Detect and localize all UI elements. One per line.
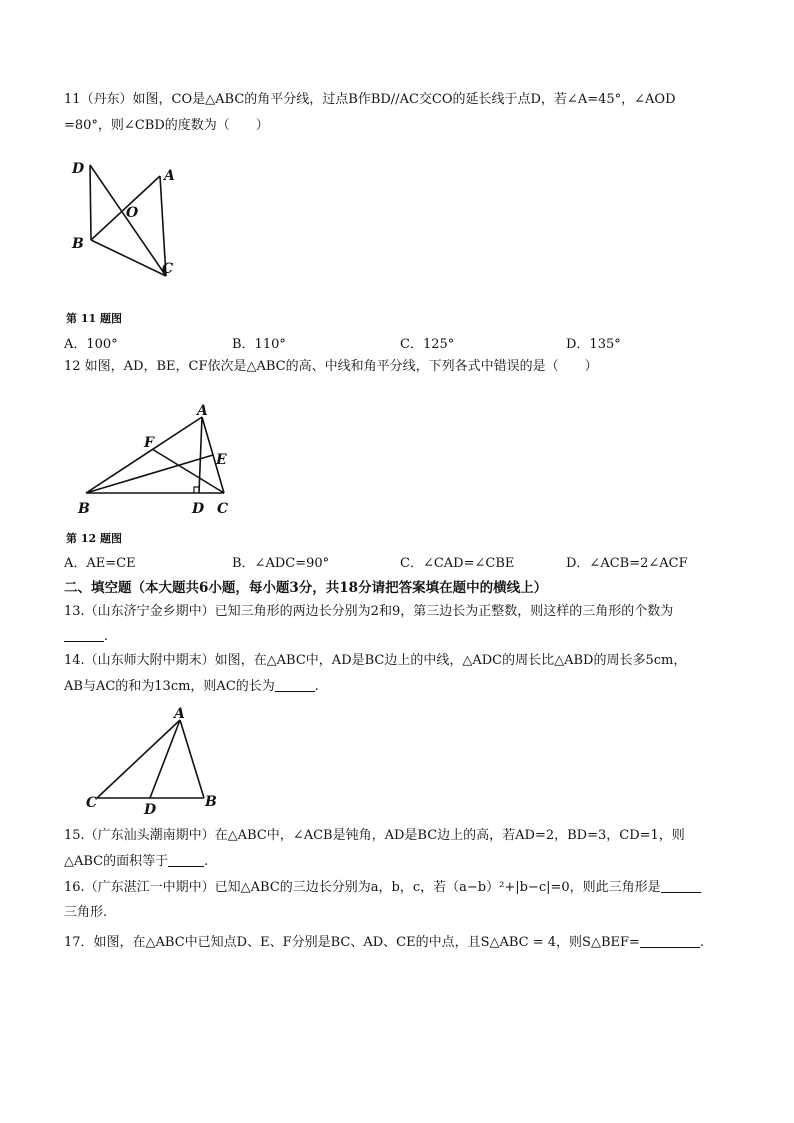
q14-label-A: A [174, 706, 185, 722]
q15-stem-line1: 15.（广东汕头潮南期中）在△ABC中，∠ACB是钝角，AD是BC边上的高，若AD=2，BD=3，CD=1，则 [64, 828, 685, 843]
q11-figure [64, 150, 194, 290]
section-heading: 二、填空题（本大题共6小题，每小题3分，共18分请把答案填在题中的横线上） [64, 580, 548, 596]
q11-option-c[interactable]: C．125° [400, 337, 455, 352]
q11-label-B: B [72, 236, 84, 252]
q11-label-O: O [126, 205, 139, 221]
q11-caption: 第 11 题图 [66, 312, 122, 325]
q12-figure [64, 395, 254, 525]
q12-label-B: B [78, 501, 90, 517]
q12-option-d[interactable]: D．∠ACB=2∠ACF [566, 556, 688, 571]
q14-figure [64, 704, 234, 819]
q11-stem-line1: 11（丹东）如图，CO是△ABC的角平分线，过点B作BD//AC交CO的延长线于点D，若∠A=45°，∠AOD [64, 92, 676, 107]
q12-label-F: F [144, 435, 154, 451]
q14-label-D: D [144, 802, 157, 818]
q13-stem: 13.（山东济宁金乡期中）已知三角形的两边长分别为2和9，第三边长为正整数，则这样的三角形的个数为 [64, 604, 674, 619]
q17-answer-blank[interactable] [640, 935, 700, 948]
q13-answer-line: . [64, 628, 108, 646]
q11-option-a[interactable]: A．100° [64, 337, 118, 352]
q12-caption: 第 12 题图 [66, 532, 122, 545]
q16-answer-blank[interactable] [661, 880, 701, 893]
q12-label-E: E [216, 452, 227, 468]
q11-stem-line2: =80°，则∠CBD的度数为（ ） [64, 118, 269, 133]
q12-option-b[interactable]: B．∠ADC=90° [232, 556, 330, 571]
q11-label-C: C [162, 261, 174, 277]
q12-option-c[interactable]: C．∠CAD=∠CBE [400, 556, 515, 571]
q14-label-B: B [205, 794, 217, 810]
q16-stem-line1: 16.（广东湛江一中期中）已知△ABC的三边长分别为a，b，c，若（a−b）²+|b−c|=0，则此三角形是 [64, 879, 701, 897]
q12-label-A: A [197, 403, 208, 419]
q14-answer-blank[interactable] [275, 679, 315, 692]
q12-label-C: C [217, 501, 229, 517]
q14-label-C: C [86, 795, 98, 811]
q15-answer-blank[interactable] [168, 854, 204, 867]
q12-option-a[interactable]: A．AE=CE [64, 556, 136, 571]
q13-answer-blank[interactable] [64, 629, 104, 642]
q11-option-d[interactable]: D．135° [566, 337, 621, 352]
q17-stem: 17．如图，在△ABC中已知点D、E、F分别是BC、AD、CE的中点，且S△ABC = 4，则S△BEF= . [64, 935, 705, 950]
q14-stem-line2: AB与AC的和为13cm，则AC的长为 . [64, 679, 319, 694]
q11-option-b[interactable]: B．110° [232, 337, 286, 352]
q11-label-A: A [164, 168, 175, 184]
q15-stem-line2: △ABC的面积等于 . [64, 854, 209, 869]
q14-stem-line1: 14.（山东师大附中期末）如图，在△ABC中，AD是BC边上的中线，△ADC的周长比△ABD的周长多5cm， [64, 653, 687, 668]
q12-label-D: D [192, 501, 205, 517]
q16-stem-line2: 三角形. [64, 905, 108, 920]
q12-stem: 12 如图，AD，BE，CF依次是△ABC的高、中线和角平分线，下列各式中错误的是（ ） [64, 359, 598, 374]
q11-label-D: D [72, 161, 85, 177]
